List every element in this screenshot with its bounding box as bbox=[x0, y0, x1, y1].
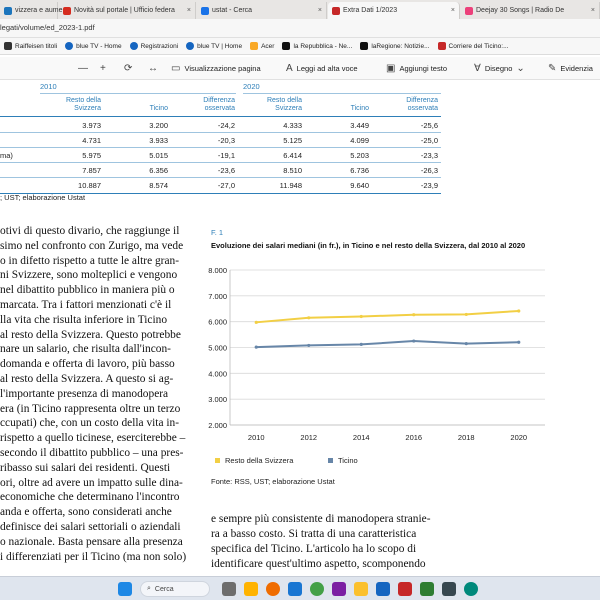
cell: 4.731 bbox=[82, 136, 101, 145]
text-line: ni Svizzere, sono molteplici e vengono bbox=[0, 269, 178, 282]
chrome-icon[interactable] bbox=[310, 582, 324, 596]
cell: 5.125 bbox=[283, 136, 302, 145]
cell: -25,6 bbox=[420, 121, 438, 130]
tab-label: Extra Dati 1/2023 bbox=[343, 7, 398, 14]
text-line: ra a basso costo. Si tratta di una caratteristica bbox=[211, 528, 417, 540]
draw-label: Disegno bbox=[484, 63, 513, 73]
swiss-shield-icon bbox=[63, 7, 71, 15]
bookmark-acer[interactable] bbox=[246, 42, 278, 50]
tab-close-icon[interactable]: × bbox=[590, 7, 595, 14]
read-aloud-icon: A bbox=[286, 62, 293, 74]
start-windows-icon[interactable] bbox=[118, 582, 132, 596]
draw-icon: ∀ bbox=[474, 62, 481, 74]
page-view-button[interactable] bbox=[171, 63, 261, 74]
edge-icon[interactable] bbox=[464, 582, 478, 596]
bookmark-laregione[interactable] bbox=[356, 42, 433, 50]
bookmark-favicon-icon bbox=[360, 42, 368, 50]
y-tick-label: 3.000 bbox=[208, 395, 227, 405]
task-view-icon[interactable] bbox=[222, 582, 236, 596]
highlight-icon: ✎ bbox=[548, 62, 557, 74]
text-line: o in difetto rispetto a tutte le altre gran- bbox=[0, 254, 180, 267]
text-line: simo nel confronto con Zurigo, ma vede bbox=[0, 239, 184, 252]
chevron-down-icon: ⌄ bbox=[516, 62, 525, 74]
row-rule bbox=[0, 147, 441, 148]
y-tick-label: 8.000 bbox=[208, 266, 227, 275]
bookmark-label: blue TV | Home bbox=[197, 42, 243, 50]
text-line: otivi di questo divario, che raggiunge il bbox=[0, 225, 180, 237]
highlight-button[interactable] bbox=[548, 63, 593, 74]
radio-favicon-icon bbox=[465, 7, 473, 15]
y-tick-label: 5.000 bbox=[208, 343, 227, 353]
tab-2[interactable] bbox=[197, 2, 327, 19]
cell: 10.887 bbox=[78, 181, 101, 190]
tab-label: vizzera e aume bbox=[15, 7, 63, 14]
app-icon[interactable] bbox=[332, 582, 346, 596]
add-text-label: Aggiungi testo bbox=[399, 63, 447, 73]
tab-close-icon[interactable]: × bbox=[186, 7, 191, 14]
text-line: ribasso sui salari dei residenti. Questi bbox=[0, 461, 171, 474]
tab-bar bbox=[0, 0, 600, 19]
cell: 9.640 bbox=[350, 181, 369, 190]
app-dark-icon[interactable] bbox=[442, 582, 456, 596]
windows-taskbar bbox=[0, 576, 600, 600]
bookmark-label: Registrazioni bbox=[140, 42, 179, 50]
col-header: Ticino bbox=[149, 105, 168, 112]
bookmark-label: la Repubblica - Ne... bbox=[293, 42, 353, 50]
body-text-right bbox=[211, 512, 443, 572]
text-line: ori, oltre ad avere un impatto sulle dina- bbox=[0, 476, 183, 489]
cell: -20,3 bbox=[217, 136, 235, 145]
draw-button[interactable] bbox=[474, 63, 525, 74]
y-tick-label: 7.000 bbox=[208, 291, 227, 301]
page-view-label: Visualizzazione pagina bbox=[184, 63, 261, 73]
excel-icon[interactable] bbox=[420, 582, 434, 596]
cell: 8.510 bbox=[283, 166, 302, 175]
text-line: ccupati) che, con un costo della vita in- bbox=[0, 417, 180, 430]
figure-title: Evoluzione dei salari mediani (in fr.), in Ticino e nel resto della Svizzera, dal 2010 al 2020 bbox=[211, 241, 526, 250]
cell: -27,0 bbox=[217, 181, 235, 190]
tab-label: Deejay 30 Songs | Radio De bbox=[476, 7, 565, 14]
cell: -24,2 bbox=[217, 121, 235, 130]
tab-4[interactable] bbox=[461, 2, 600, 19]
app-red-icon[interactable] bbox=[398, 582, 412, 596]
tab-close-icon[interactable]: × bbox=[317, 7, 322, 14]
bookmark-label: Acer bbox=[261, 42, 275, 50]
bookmark-favicon-icon bbox=[65, 42, 73, 50]
cell: 6.736 bbox=[350, 166, 369, 175]
text-line: definisce dei salari settoriali o aziendali bbox=[0, 520, 181, 533]
file-explorer-icon[interactable] bbox=[244, 582, 258, 596]
y-tick-label: 6.000 bbox=[208, 317, 227, 327]
zoom-out-button[interactable]: — bbox=[78, 62, 88, 74]
cell: 6.356 bbox=[149, 166, 168, 175]
text-line: anda e offerta, sono considerati anche bbox=[0, 506, 172, 519]
year-underline bbox=[40, 93, 236, 94]
cell: 5.203 bbox=[350, 151, 369, 160]
salary-line-chart bbox=[205, 258, 550, 478]
search-icon: ⌕ bbox=[147, 585, 151, 592]
y-tick-label: 4.000 bbox=[208, 369, 227, 379]
cell: 6.414 bbox=[283, 151, 302, 160]
bookmark-raiffeisen[interactable] bbox=[0, 42, 61, 50]
cell: -23,3 bbox=[420, 151, 438, 160]
text-line: i differenziati per il Ticino (ma non solo) bbox=[0, 550, 187, 563]
year-2010-header: 2010 bbox=[40, 82, 57, 91]
legend-label: Ticino bbox=[338, 456, 358, 465]
text-line: al resto della Svizzera. A questo si ag- bbox=[0, 372, 174, 385]
series-line-0 bbox=[256, 311, 519, 322]
pdf-icon bbox=[332, 7, 340, 15]
row-rule bbox=[0, 177, 441, 178]
x-tick-label: 2018 bbox=[457, 433, 475, 442]
x-tick-label: 2020 bbox=[510, 433, 528, 442]
x-tick-label: 2016 bbox=[405, 433, 423, 442]
pdf-toolbar bbox=[0, 57, 600, 80]
bookmark-bluetv-home[interactable] bbox=[182, 42, 246, 50]
search-label: Cerca bbox=[154, 585, 174, 593]
fit-page-icon[interactable]: ↔ bbox=[148, 62, 158, 74]
firefox-icon[interactable] bbox=[266, 582, 280, 596]
bookmark-registrazioni[interactable] bbox=[126, 42, 183, 50]
zoom-in-button[interactable]: + bbox=[100, 62, 106, 74]
text-line: nare un salario, che risulta dall'incon- bbox=[0, 343, 171, 356]
bookmark-favicon-icon bbox=[130, 42, 138, 50]
text-line: l'importante presenza di manodopera bbox=[0, 387, 169, 400]
figure-label: F. 1 bbox=[211, 228, 224, 237]
pdf-document[interactable] bbox=[0, 80, 600, 576]
tab-favicon-icon bbox=[4, 7, 12, 15]
col-header: Differenza osservata bbox=[203, 97, 235, 112]
bookmark-favicon-icon bbox=[282, 42, 290, 50]
bookmark-favicon-icon bbox=[438, 42, 446, 50]
tab-label: Novità sul portale | Ufficio federa bbox=[74, 7, 175, 14]
legend-swatch bbox=[215, 458, 220, 463]
data-point bbox=[465, 342, 468, 345]
text-line: marcata. Tra i fattori menzionati c'è il bbox=[0, 298, 172, 311]
text-line: rispetto a quello ticinese, eserciterebbe – bbox=[0, 432, 186, 445]
bookmark-favicon-icon bbox=[4, 42, 12, 50]
x-tick-label: 2010 bbox=[247, 433, 265, 442]
col-header: Resto della Svizzera bbox=[65, 97, 101, 112]
tab-0[interactable] bbox=[0, 2, 63, 19]
text-line: domanda e offerta di lavoro, più basso bbox=[0, 358, 175, 371]
cell: 5.015 bbox=[149, 151, 168, 160]
bookmark-corriere[interactable] bbox=[434, 42, 513, 50]
address-bar[interactable] bbox=[0, 19, 600, 38]
data-point bbox=[307, 344, 310, 347]
data-point bbox=[360, 315, 363, 318]
text-line: lla vita che risulta inferiore in Ticino bbox=[0, 313, 168, 326]
data-point bbox=[412, 339, 415, 342]
col-header: Differenza osservata bbox=[406, 97, 438, 112]
cell: 4.333 bbox=[283, 121, 302, 130]
page-view-icon: ▭ bbox=[171, 62, 181, 74]
text-line: o nazionale. Basta pensare alla presenza bbox=[0, 535, 183, 548]
x-tick-label: 2012 bbox=[300, 433, 318, 442]
bookmark-repubblica[interactable] bbox=[278, 42, 356, 50]
data-point bbox=[360, 343, 363, 346]
data-point bbox=[517, 309, 520, 312]
text-line: nel dibattito pubblico in maniera più o bbox=[0, 284, 175, 297]
cell: 3.973 bbox=[82, 121, 101, 130]
body-text-left bbox=[0, 224, 196, 564]
data-point bbox=[465, 313, 468, 316]
bookmark-label: Raiffeisen titoli bbox=[15, 42, 58, 50]
text-line: era (in Ticino rappresenta oltre un terzo bbox=[0, 402, 181, 415]
bookmark-label: laRegione: Notizie... bbox=[371, 42, 430, 50]
y-tick-label: 2.000 bbox=[208, 421, 227, 430]
bookmark-favicon-icon bbox=[186, 42, 194, 50]
tab-label: ustat - Cerca bbox=[212, 7, 253, 14]
table-source: ; UST; elaborazione Ustat bbox=[0, 193, 86, 202]
data-point bbox=[517, 341, 520, 344]
highlight-label: Evidenzia bbox=[560, 63, 593, 73]
data-point bbox=[255, 346, 258, 349]
cell: 7.857 bbox=[82, 166, 101, 175]
year-underline bbox=[243, 93, 441, 94]
bookmarks-bar bbox=[0, 38, 600, 55]
cell: 5.975 bbox=[82, 151, 101, 160]
read-aloud-button[interactable] bbox=[286, 63, 358, 74]
x-tick-label: 2014 bbox=[352, 433, 370, 442]
row-rule bbox=[0, 132, 441, 133]
text-line: al resto della Svizzera. Questo potrebbe bbox=[0, 328, 181, 341]
tab-1[interactable] bbox=[59, 2, 196, 19]
text-line: economiche che determinano l'incontro bbox=[0, 491, 180, 504]
word-icon[interactable] bbox=[376, 582, 390, 596]
cell: -23,9 bbox=[420, 181, 438, 190]
text-line: identificare quest'ultimo aspetto, scomponendo bbox=[211, 558, 426, 570]
rotate-icon[interactable]: ⟳ bbox=[124, 62, 133, 74]
tab-3-active[interactable] bbox=[328, 2, 460, 19]
text-line: secondo il dibattito pubblico – una pres- bbox=[0, 446, 184, 459]
taskbar-search[interactable] bbox=[140, 581, 210, 597]
add-text-button[interactable] bbox=[386, 63, 447, 74]
cell: 11.948 bbox=[279, 181, 302, 190]
cell: -26,3 bbox=[420, 166, 438, 175]
cell: -25,0 bbox=[420, 136, 438, 145]
folder-icon[interactable] bbox=[354, 582, 368, 596]
bookmark-bluetv[interactable] bbox=[61, 42, 125, 50]
cell: 3.449 bbox=[350, 121, 369, 130]
address-text[interactable]: legati/volume/ed_2023-1.pdf bbox=[0, 23, 95, 32]
data-point bbox=[307, 316, 310, 319]
add-text-icon: ▣ bbox=[386, 62, 396, 74]
col-header: Ticino bbox=[350, 105, 369, 112]
bookmark-label: Corriere del Ticino:... bbox=[448, 42, 509, 50]
cell: -23,6 bbox=[217, 166, 235, 175]
series-line-1 bbox=[256, 341, 519, 347]
search-favicon-icon bbox=[201, 7, 209, 15]
figure-source: Fonte: RSS, UST; elaborazione Ustat bbox=[211, 477, 335, 486]
cell: 4.099 bbox=[350, 136, 369, 145]
bookmark-label: blue TV - Home bbox=[76, 42, 122, 50]
data-point bbox=[412, 313, 415, 316]
year-2020-header: 2020 bbox=[243, 82, 260, 91]
read-aloud-label: Leggi ad alta voce bbox=[296, 63, 358, 73]
tab-close-icon[interactable]: × bbox=[450, 7, 455, 14]
folder-icon bbox=[250, 42, 258, 50]
header-rule bbox=[0, 116, 441, 117]
cell: 8.574 bbox=[149, 181, 168, 190]
legend-label: Resto della Svizzera bbox=[225, 456, 294, 465]
data-point bbox=[255, 321, 258, 324]
row-label: ma) bbox=[0, 151, 13, 160]
text-line: specifica del Ticino. L'articolo ha lo scopo di bbox=[211, 543, 417, 555]
col-header: Resto della Svizzera bbox=[266, 97, 302, 112]
cell: -19,1 bbox=[217, 151, 235, 160]
cell: 3.200 bbox=[149, 121, 168, 130]
text-line: e sempre più consistente di manodopera stranie- bbox=[211, 513, 431, 525]
mail-icon[interactable] bbox=[288, 582, 302, 596]
row-rule bbox=[0, 162, 441, 163]
legend-swatch bbox=[328, 458, 333, 463]
cell: 3.933 bbox=[149, 136, 168, 145]
